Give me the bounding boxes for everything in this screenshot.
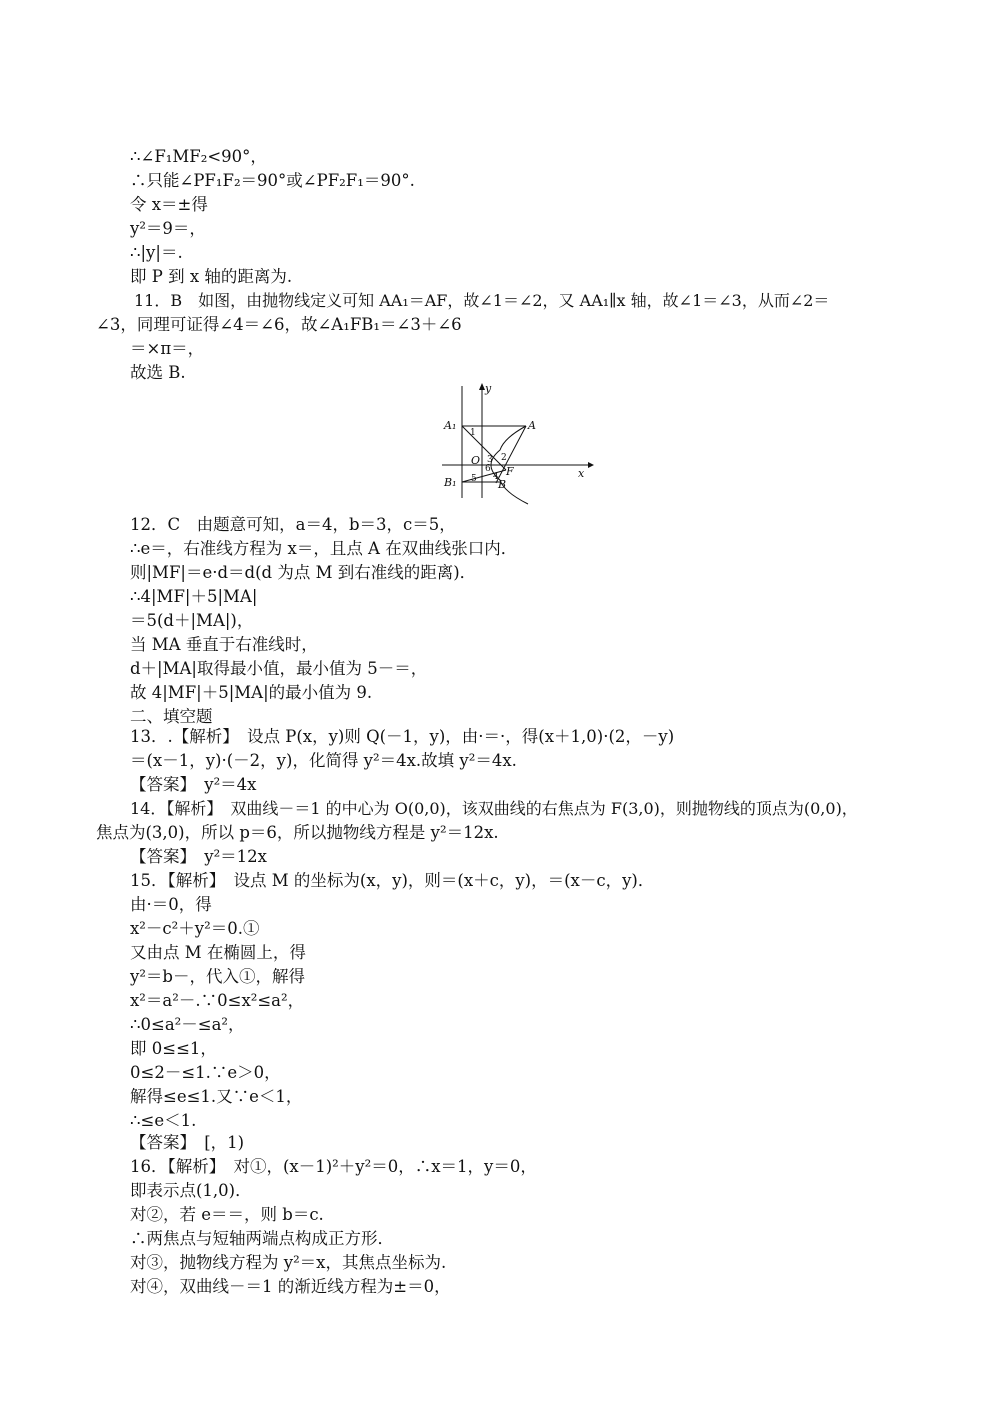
angle-6: 6	[485, 464, 491, 474]
text-line: 即 P 到 x 轴的距离为.	[130, 267, 293, 286]
angle-1: 1	[470, 428, 476, 438]
text-line: ∴∠F₁MF₂<90°，	[130, 147, 267, 166]
text-line: 焦点为(3,0)，所以 p＝6，所以抛物线方程是 y²＝12x.	[96, 823, 499, 842]
answer-line: 【答案】 y²＝4x	[130, 775, 257, 794]
label-x: x	[578, 467, 585, 480]
section-heading: 二、填空题	[130, 707, 213, 726]
text-line: 12．C 由题意可知，a＝4，b＝3，c＝5，	[130, 515, 456, 534]
text-line: ∴|y|＝.	[130, 243, 183, 262]
text-line: 故选 B.	[130, 363, 186, 382]
label-a1: A₁	[444, 419, 457, 432]
x-arrow	[588, 462, 594, 468]
text-line: ∴只能∠PF₁F₂＝90°或∠PF₂F₁＝90°.	[130, 171, 415, 190]
text-line: 16．【解析】 对①，(x－1)²＋y²＝0，∴x＝1，y＝0，	[130, 1157, 537, 1176]
angle-2: 2	[501, 453, 507, 463]
text-line: ∴≤e＜1.	[130, 1111, 197, 1130]
label-b: B	[498, 478, 507, 491]
label-a: A	[528, 419, 536, 432]
text-line: x²＝a²－.∵0≤x²≤a²，	[130, 991, 305, 1010]
text-line: ＝(x－1，y)·(－2，y)，化简得 y²＝4x.故填 y²＝4x.	[130, 751, 517, 770]
angle-3: 3	[487, 455, 493, 465]
text-line: 由·＝0，得	[130, 895, 212, 914]
parabola-diagram	[438, 380, 600, 500]
text-line: 14．【解析】 双曲线－＝1 的中心为 O(0,0)，该双曲线的右焦点为 F(3,0)，则抛物线的顶点为(0,0)，	[130, 799, 858, 818]
text-line: y²＝b－，代入①，解得	[130, 967, 305, 986]
text-line: 对③，抛物线方程为 y²＝x，其焦点坐标为.	[130, 1253, 447, 1272]
text-line: d＋|MA|取得最小值，最小值为 5－＝，	[130, 659, 428, 678]
text-line: 0≤2－≤1.∵e＞0，	[130, 1063, 281, 1082]
text-line: ＝5(d＋|MA|)，	[130, 611, 254, 630]
text-line: 又由点 M 在椭圆上，得	[130, 943, 306, 962]
text-line: 当 MA 垂直于右准线时，	[130, 635, 318, 654]
label-y: y	[485, 382, 492, 395]
seg-a1-f	[462, 426, 506, 470]
text-line: ∴4|MF|＋5|MA|	[130, 587, 258, 606]
text-line: 对④，双曲线－＝1 的渐近线方程为±＝0，	[130, 1277, 451, 1296]
text-line: y²＝9＝，	[130, 219, 206, 238]
text-line: 对②，若 e＝＝，则 b＝c.	[130, 1205, 324, 1224]
angle-4: 4	[493, 472, 499, 482]
label-f: F	[506, 465, 514, 478]
text-line: 即表示点(1,0)．	[130, 1181, 252, 1200]
text-line: ＝×π＝，	[130, 339, 205, 358]
text-line: 13．.【解析】 设点 P(x，y)则 Q(－1，y)，由·＝·，得(x＋1,0)·(2，－y)	[130, 727, 675, 746]
text-line: 解得≤e≤1.又∵e＜1，	[130, 1087, 303, 1106]
text-line: 即 0≤≤1，	[130, 1039, 217, 1058]
text-line: 令 x＝±得	[130, 195, 208, 214]
text-line: x²－c²＋y²＝0.①	[130, 919, 260, 938]
text-line: 故 4|MF|＋5|MA|的最小值为 9.	[130, 683, 373, 702]
angle-5: 5	[471, 474, 477, 484]
label-b1: B₁	[444, 476, 457, 489]
text-line: ∴两焦点与短轴两端点构成正方形．	[130, 1229, 394, 1248]
text-line: 15．【解析】 设点 M 的坐标为(x，y)，则＝(x＋c，y)，＝(x－c，y)．	[130, 871, 655, 890]
parabola-figure	[438, 380, 600, 500]
text-line: 11．B 如图，由抛物线定义可知 AA₁＝AF，故∠1＝∠2，又 AA₁∥x 轴，故∠1＝∠3，从而∠2＝	[134, 291, 830, 310]
answer-line: 【答案】 [，1)	[130, 1133, 245, 1152]
text-line: 则|MF|＝e·d＝d(d 为点 M 到右准线的距离)．	[130, 563, 477, 582]
answer-line: 【答案】 y²＝12x	[130, 847, 267, 866]
label-o: O	[471, 454, 481, 467]
text-line: ∴e＝，右准线方程为 x＝，且点 A 在双曲线张口内．	[130, 539, 518, 558]
text-line: ∠3，同理可证得∠4＝∠6，故∠A₁FB₁＝∠3＋∠6	[96, 315, 462, 334]
text-line: ∴0≤a²－≤a²，	[130, 1015, 245, 1034]
